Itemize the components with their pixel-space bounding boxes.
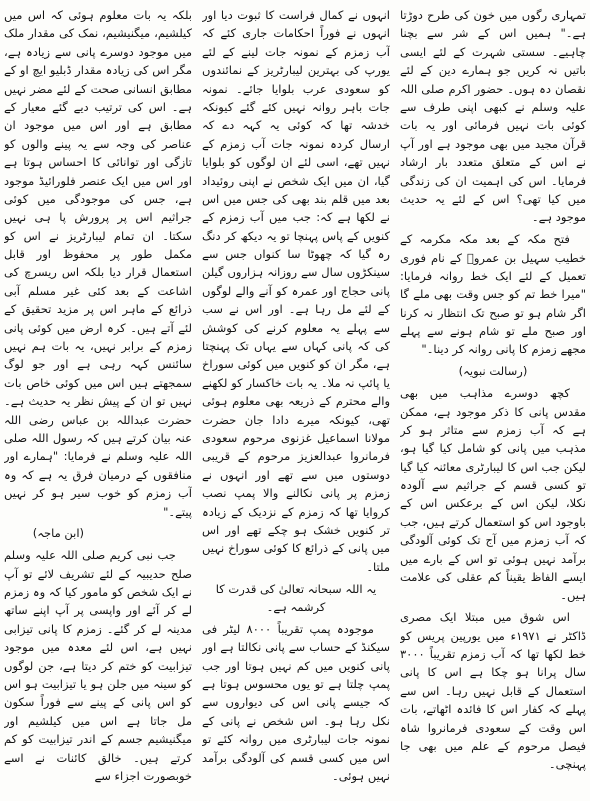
- paragraph: فتح مکہ کے بعد مکہ مکرمہ کے خطیب سہیل بن عمروؓ کے نام فوری تعمیل کے لئے ایک خط روانہ فرمایا: "میرا خط تم کو جس وقت بھی ملے گا اگر شام ہو تو صبح تک انتظار نہ کرنا اور صبح ملے تو شام ہونے سے پہلے مجھے زمزم کا پانی روانہ کر دینا۔": [400, 232, 586, 357]
- citation: (رسالت نبویہ): [458, 364, 528, 379]
- text-column-right: [400, 6, 586, 795]
- paragraph: موجودہ پمپ تقریباً ۸۰۰۰ لیٹر فی سیکنڈ کے حساب سے پانی نکالتا ہے اور پانی کنویں میں کم نہیں ہوتا اور جب پمپ چلتا ہے تو یوں محسوس ہوتا ہے کہ جیسے پانی اس کی دیواروں سے نکل رہا ہو۔ اس شخص نے پانی کے نمونہ جات لیبارٹری میں روانہ کئے تو اس میں کسی قسم کی آلودگی برآمد نہیں ہوئی۔: [202, 621, 390, 783]
- emphasis-line: یہ اللہ سبحانہ تعالیٰ کی قدرت کا کرشمہ ہے۔: [215, 581, 377, 614]
- citation: (ابن ماجہ): [32, 526, 85, 541]
- paragraph: کچھ دوسرے مذاہب میں بھی مقدس پانی کا ذکر موجود ہے، ممکن ہے کہ آب زمزم سے متاثر ہو کر مذہب میں پانی کو شامل کیا گیا ہو، لیکن جب اس کا لیبارٹری معائنہ کیا گیا تو کسی قسم کے جراثیم سے آلودہ نکلا، لیکن اس کے برعکس اس کے باوجود اس کو استعمال کرتے ہیں، جب کہ آب زمزم میں آج تک کوئی آلودگی برآمد نہیں ہوئی تو اس کے بارے میں ایسے الفاظ یقیناً کم عقلی کی علامت ہیں۔: [400, 386, 586, 603]
- paragraph: اس شوق میں مبتلا ایک مصری ڈاکٹر نے ۱۹۷۱ء میں یورپین پریس کو خط لکھا تھا کہ آب زمزم تقریباً ۳۰۰۰ سال پرانا ہو چکا ہے اس کا پانی استعمال کے قابل نہیں رہا۔ اس سے پہلے کہ کفار اس کا فائدہ اٹھاتے، بات اس وقت کے سعودی فرمانروا شاہ فیصل مرحوم کے علم میں بھی جا پہنچی۔: [400, 610, 586, 772]
- paragraph: تمہاری رگوں میں خون کی طرح دوڑتا ہے۔" ہمیں اس کے شر سے بچنا چاہیے۔ سستی شہرت کے لئے ایسی باتیں نہ کریں جو ہمارے دین کے لئے نقصان دہ ہوں۔ حضور اکرم صلی اللہ علیہ وسلم نے کبھی اپنی طرف سے کوئی بات نہیں فرمائی اور یہ بات قرآن مجید میں بھی موجود ہے اور آپ نے اس کے متعلق متعدد بار ارشاد فرمایا۔ اس کی اہمیت ان کی زندگی میں کیا تھی؟ اس کے لئے یہ حدیث موجود ہے۔: [400, 8, 586, 225]
- paragraph: بلکہ یہ بات معلوم ہوئی کہ اس میں کیلشیم، میگنیشیم، نمک کی مقدار ملک میں موجود دوسرے پانی سے زیادہ ہے، مگر اس کی زیادہ مقدار ڈبلیو ایچ او کے مطابق انسانی صحت کے لئے مضر نہیں ہے۔ اس کی ترتیب دیے گئے معیار کے مطابق ہے اور اس میں موجود ان عناصر کی وجہ سے یہ پینے والوں کو تازگی اور توانائی کا احساس ہوتا ہے اور اس میں ایک عنصر فلورائیڈ موجود ہے، جس کی موجودگی میں کوئی جراثیم اس پر پرورش پا ہی نہیں سکتا۔ ان تمام لیبارٹریز نے اس کو مکمل طور پر محفوظ اور قابل استعمال قرار دیا بلکہ اس ریسرچ کی اشاعت کے بعد کئی غیر مسلم آبی ذرائع کے ماہر اس پر مزید تحقیق کے لئے آتے ہیں۔ کرہ ارض میں کوئی پانی زمزم کے برابر نہیں، یہ بات ہم نہیں سائنس کہہ رہی ہے اور جو لوگ سمجھتے ہیں اس میں کوئی خاص بات نہیں تو ان کے پیش نظر یہ حدیث ہے۔ حضرت عبداللہ بن عباس رضی اللہ عنہ بیان کرتے ہیں کہ رسول اللہ صلی اللہ علیہ وسلم نے فرمایا: "ہمارے اور منافقوں کے درمیان فرق یہ ہے کہ وہ آب زمزم کو خوب سیر ہو کر نہیں پیتے۔": [4, 8, 192, 519]
- text-column-middle: [202, 6, 390, 795]
- text-column-left: [4, 6, 192, 795]
- paragraph: انہوں نے کمال فراست کا ثبوت دیا اور انہوں نے فوراً احکامات جاری کئے کہ آب زمزم کے نمونہ جات لینے کے لئے یورپ کی بہترین لیبارٹریز کے نمائندوں کو سعودی عرب بلوایا جائے۔ نمونہ جات باہر روانہ نہیں کئے گئے کیونکہ خدشہ تھا کہ کوئی یہ کہہ دے کہ ارسال کردہ نمونہ جات آب زمزم کے نہیں تھے، اسی لئے ان لوگوں کو بلوایا گیا، ان میں ایک شخص نے اپنی روئیداد بعد میں قلم بند بھی کی جس میں اس نے لکھا ہے کہ: جب میں آب زمزم کے کنویں کے پاس پہنچا تو یہ دیکھ کر دنگ رہ گیا کہ چھوٹا سا کنواں جس سے سینکڑوں سال سے روزانہ ہزاروں گیلن پانی حجاج اور عمرہ کو آنے والے لوگوں کے لئے مل رہا ہے۔ اور اس نے سب سے پہلے یہ معلوم کرنے کی کوشش کی کہ پانی کہاں سے یہاں تک پہنچتا ہے، مگر ان کو کنویں میں کوئی سوراخ یا پائپ نہ ملا۔ یہ بات خاکسار کو لکھنے والے محترم کے ذریعہ بھی معلوم ہوئی تھی، کیونکہ میرے دادا جان حضرت مولانا اسماعیل غزنوی مرحوم سعودی فرمانروا عبدالعزیز مرحوم کے قریبی دوستوں میں سے تھے اور انہوں نے زمزم پر پانی نکالنے والا پمپ نصب کروایا تھا کہ زمزم کے نزدیک کے زیادہ تر کنویں خشک ہو چکے تھے اور اس میں پانی کے ذرائع کا کوئی سوراخ نہیں ملتا۔: [202, 8, 390, 574]
- paragraph: جب نبی کریم صلی اللہ علیہ وسلم صلح حدیبیہ کے لئے تشریف لائے تو آپ نے ایک شخص کو مامور کیا کہ وہ زمزم لے کر آئے اور واپسی پر آپ اپنے ساتھ مدینہ لے کر گئے۔ زمزم کا پانی تیزابی نہیں ہے، اس لئے معدہ میں موجود تیزابیت کو ختم کر دیتا ہے، جن لوگوں کو سینہ میں جلن ہو یا تیزابیت ہو اس کو اس پانی کے پینے سے فوراً سکون مل جاتا ہے اس میں کیلشیم اور میگنیشیم جسم کے اندر تیزابیت کو کم کرتے ہیں۔ خالق کائنات نے اسے خوبصورت اجزاء سے: [4, 548, 192, 783]
